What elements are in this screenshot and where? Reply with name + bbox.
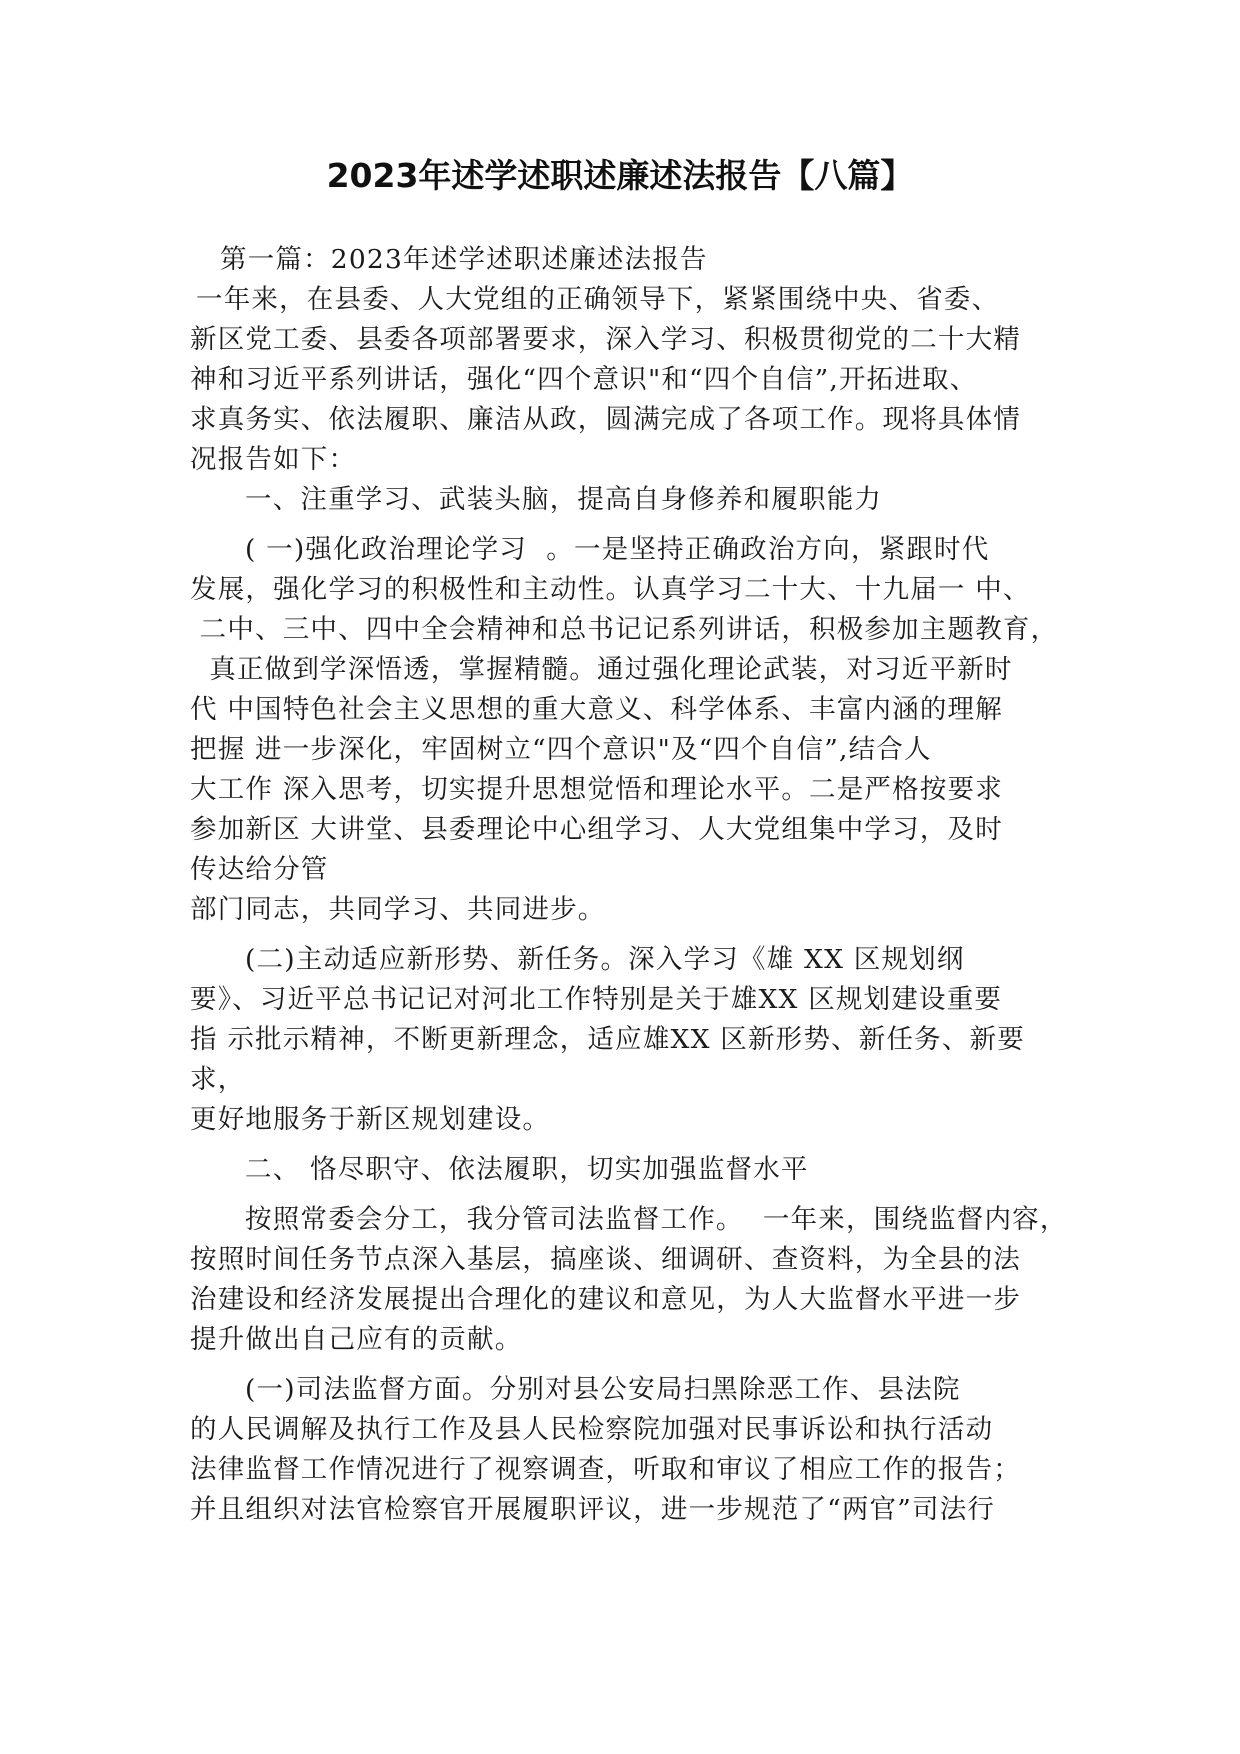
text-line: 把握 进一步深化，牢固树立“四个意识"及“四个自信”,结合人 — [190, 734, 932, 765]
text-line: 更好地服务于新区规划建设。 — [190, 1104, 551, 1135]
text-line: 法律监督工作情况进行了视察调查，听取和审议了相应工作的报告； — [190, 1454, 1021, 1485]
text-line: (二)主动适应新形势、新任务。深入学习《雄 XX 区规划纲 — [245, 944, 965, 975]
text-line: 神和习近平系列讲话，强化“四个意识"和“四个自信”,开拓进取、 — [190, 364, 978, 395]
text-line: 代 中国特色社会主义思想的重大意义、科学体系、丰富内涵的理解 — [190, 694, 1003, 725]
text-line: 真正做到学深悟透，掌握精髓。通过强化理论武装，对习近平新时 — [190, 654, 1013, 685]
text-line: 求， — [190, 1064, 246, 1095]
text-line: 提升做出自己应有的贡献。 — [190, 1324, 523, 1355]
text-line: 大工作 深入思考，切实提升思想觉悟和理论水平。二是严格按要求 — [190, 774, 1003, 805]
text-line: 部门同志，共同学习、共同进步。 — [190, 894, 606, 925]
text-line: 治建设和经济发展提出合理化的建议和意见，为人大监督水平进一步 — [190, 1284, 1021, 1315]
paragraph-gap — [190, 1140, 1060, 1150]
paragraph-gap — [190, 1360, 1060, 1370]
text-line: 参加新区 大讲堂、县委理论中心组学习、人大党组集中学习，及时 — [190, 814, 1003, 845]
paragraph-gap — [190, 520, 1060, 530]
text-line: 新区党工委、县委各项部署要求，深入学习、积极贯彻党的二十大精 — [190, 324, 1021, 355]
text-line: 按照常委会分工，我分管司法监督工作。 一年来，围绕监督内容， — [245, 1204, 1068, 1235]
text-line: 况报告如下： — [190, 444, 357, 475]
text-line: 一年来，在县委、人大党组的正确领导下，紧紧围绕中央、省委、 — [196, 284, 1000, 315]
document-title: 2023年述学述职述廉述法报告【八篇】 — [326, 156, 914, 195]
text-line: 第一篇：2023年述学述职述廉述法报告 — [220, 244, 708, 275]
text-line: 并且组织对法官检察官开展履职评议，进一步规范了“两官”司法行 — [190, 1494, 996, 1525]
text-line: 求真务实、依法履职、廉洁从政，圆满完成了各项工作。现将具体情 — [190, 404, 1021, 435]
text-line: 发展，强化学习的积极性和主动性。认真学习二十大、十九届一 中、 — [190, 574, 1031, 605]
text-line: 传达给分管 — [190, 854, 329, 885]
text-line: 按照时间任务节点深入基层，搞座谈、细调研、查资料，为全县的法 — [190, 1244, 1021, 1275]
text-line: (一)司法监督方面。分别对县公安局扫黑除恶工作、县法院 — [245, 1374, 961, 1405]
text-line: 二中、三中、四中全会精神和总书记记系列讲话，积极参加主题教育， — [190, 614, 1059, 645]
text-line: 指 示批示精神，不断更新理念，适应雄XX 区新形势、新任务、新要 — [190, 1024, 1025, 1055]
text-line: 的人民调解及执行工作及县人民检察院加强对民事诉讼和执行活动 — [190, 1414, 994, 1445]
text-line: 要》、习近平总书记记对河北工作特别是关于雄XX 区规划建设重要 — [190, 984, 1003, 1015]
document-body — [190, 240, 1068, 1530]
paragraph-gap — [190, 930, 1060, 940]
text-line: ( 一)强化政治理论学习 。一是坚持正确政治方向，紧跟时代 — [245, 534, 990, 565]
text-line: 一、注重学习、武装头脑，提高自身修养和履职能力 — [245, 484, 883, 515]
paragraph-gap — [190, 1190, 1060, 1200]
text-line: 二、 恪尽职守、依法履职，切实加强监督水平 — [245, 1154, 809, 1185]
